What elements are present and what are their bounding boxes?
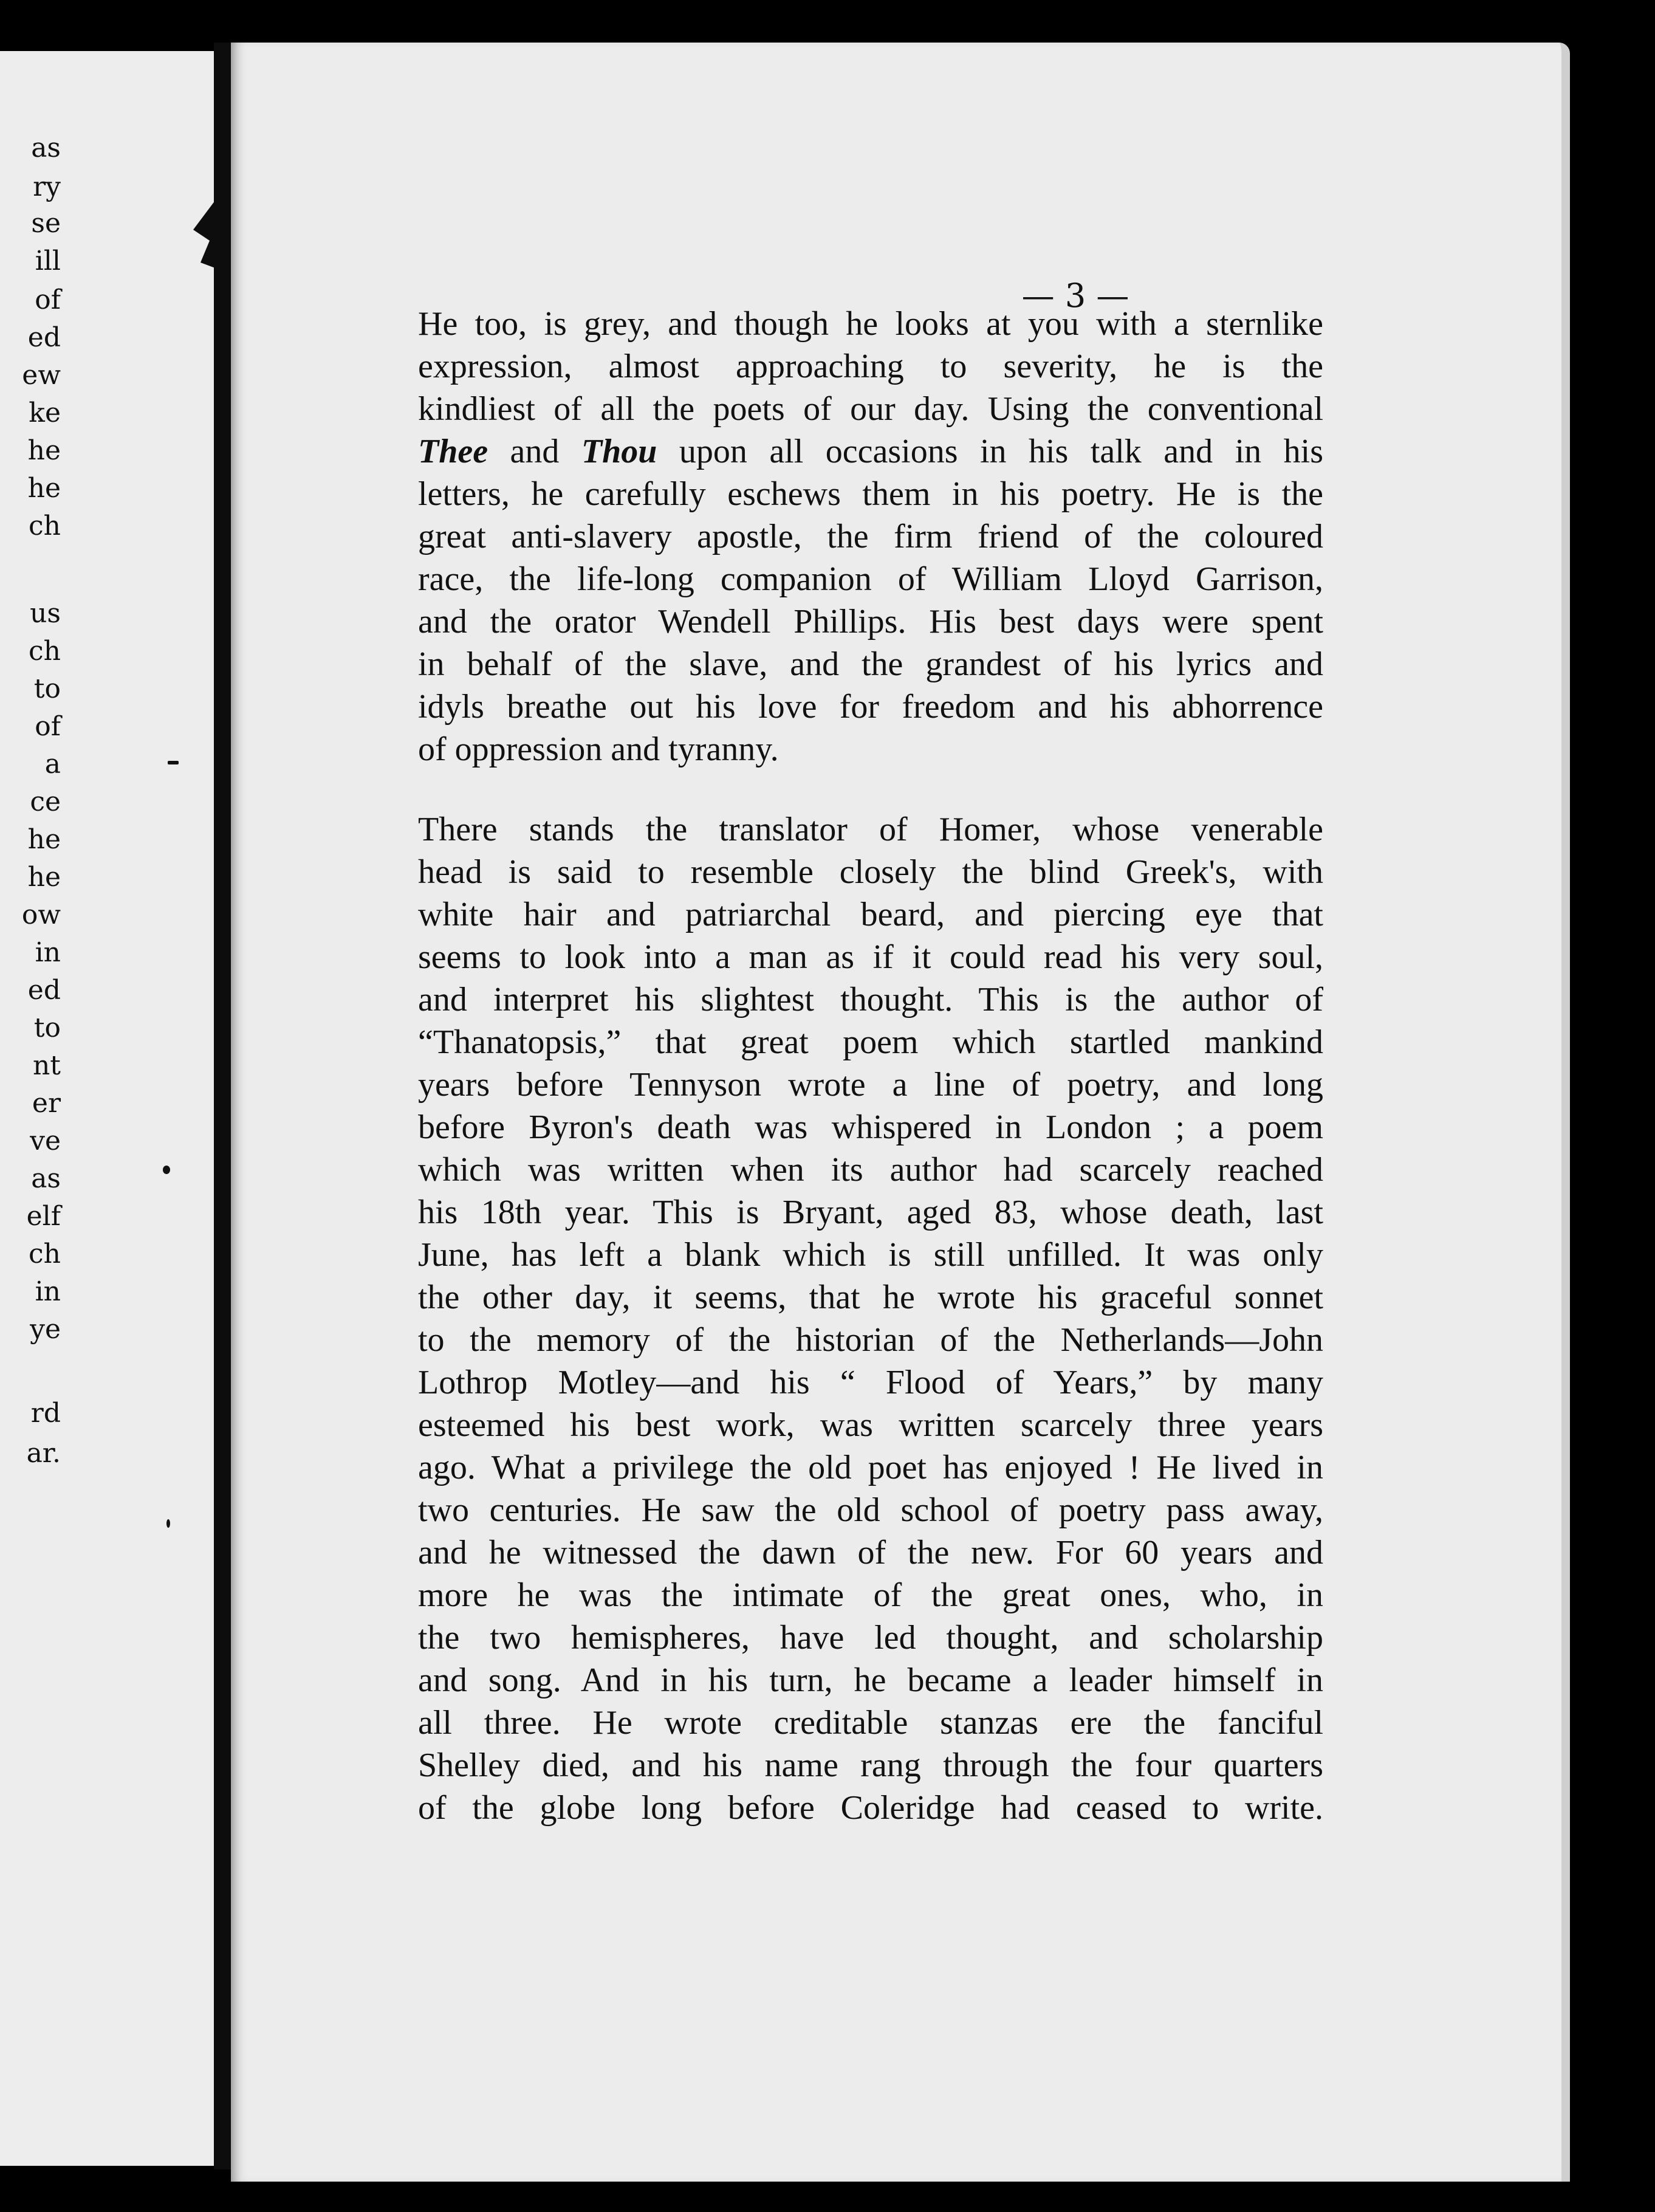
text-line: in behalf of the slave, and the grandest of his lyrics and [418,645,1323,683]
text-line: Shelley died, and his name rang through the four quarters [418,1747,1323,1784]
previous-page-fragment: ch [29,636,61,667]
previous-page-fragment: he [27,862,61,893]
previous-page-fragment: in [35,937,61,968]
previous-page-fragment: ke [29,397,61,428]
previous-page-fragment: ed [27,322,61,353]
previous-page-fragment: us [30,598,61,629]
italic-word: Thee [418,433,488,470]
previous-page-fragment: of [35,711,61,742]
text-line: idyls breathe out his love for freedom and his abhorrence [418,688,1323,726]
previous-page-fragment: ew [22,360,61,391]
text-line: two centuries. He saw the old school of poetry pass away, [418,1491,1323,1529]
text-line: seems to look into a man as if it could read his very soul, [418,938,1323,976]
previous-page-fragment: ce [30,786,61,817]
previous-page-fragment: ar. [26,1438,61,1469]
text-line: of oppression and tyranny. [418,730,779,768]
previous-page-line-endings [0,51,231,2166]
text-line: which was written when its author had scarcely reached [418,1151,1323,1189]
text-line: all three. He wrote creditable stanzas ere the fanciful [418,1704,1323,1742]
text-line: “Thanatopsis,” that great poem which startled mankind [418,1023,1323,1061]
previous-page-fragment: ch [29,1238,61,1269]
previous-page-fragment: as [31,1163,61,1194]
book-gutter [214,43,231,2169]
text-line: great anti-slavery apostle, the firm friend of the coloured [418,518,1323,555]
text-line: head is said to resemble closely the blind Greek's, with [418,853,1323,891]
text-line: before Byron's death was whispered in London ; a poem [418,1108,1323,1146]
previous-page-fragment: he [27,435,61,466]
previous-page-fragment: se [31,208,61,239]
ink-speck [166,1519,170,1528]
previous-page-fragment: to [33,1012,61,1043]
text-line: He too, is grey, and though he looks at you with a sternlike [418,305,1323,343]
previous-page-fragment: rd [30,1398,61,1429]
text-line: kindliest of all the poets of our day. Using the conventional [418,390,1323,428]
previous-page-fragment: he [27,824,61,855]
previous-page-fragment: in [35,1276,61,1307]
text-line: expression, almost approaching to severity, he is the [418,348,1323,385]
text-line: There stands the translator of Homer, whose venerable [418,811,1323,848]
text-line: to the memory of the historian of the Netherlands—John [418,1321,1323,1359]
previous-page-fragment: ill [35,246,61,276]
previous-page-fragment: ow [21,899,61,930]
text-line: and he witnessed the dawn of the new. For 60 years and [418,1534,1323,1571]
italic-word: Thou [581,433,657,470]
previous-page-fragment: of [35,284,61,315]
text-line: of the globe long before Coleridge had ceased to write. [418,1789,1323,1827]
previous-page-fragment: nt [32,1050,61,1081]
previous-page-fragment: ve [30,1125,61,1156]
previous-page-fragment: ed [27,975,61,1006]
previous-page-edge [0,51,231,2166]
previous-page-fragment: er [32,1088,61,1119]
previous-page-fragment: elf [26,1201,61,1232]
page-body [418,303,1323,1829]
ink-speck [168,761,179,764]
text-line: letters, he carefully eschews them in his poetry. He is the [418,475,1323,513]
text-line: and interpret his slightest thought. This is the author of [418,981,1323,1018]
text-line: Thee and Thou upon all occasions in his talk and in his [418,433,1323,470]
text-line: Lothrop Motley—and his “ Flood of Years,” by many [418,1364,1323,1401]
page-number: — 3 — [1021,276,1129,315]
text-line: white hair and patriarchal beard, and piercing eye that [418,896,1323,933]
text-line: and the orator Wendell Phillips. His best days were spent [418,603,1323,641]
previous-page-fragment: to [33,673,61,704]
text-line: June, has left a blank which is still unfilled. It was only [418,1236,1323,1274]
previous-page-fragment: a [44,749,61,780]
text-line: esteemed his best work, was written scarcely three years [418,1406,1323,1444]
ink-speck [163,1166,170,1174]
previous-page-fragment: ch [29,510,61,541]
previous-page-fragment: ry [33,171,61,202]
text-line: race, the life-long companion of William Lloyd Garrison, [418,560,1323,598]
previous-page-fragment: as [31,132,61,163]
text-line: the other day, it seems, that he wrote his graceful sonnet [418,1279,1323,1316]
text-line: more he was the intimate of the great ones, who, in [418,1576,1323,1614]
previous-page-fragment: he [27,473,61,504]
paragraph-whittier [418,303,1323,771]
previous-page-fragment: ye [30,1314,61,1345]
text-line: the two hemispheres, have led thought, and scholarship [418,1619,1323,1657]
text-line: and song. And in his turn, he became a leader himself in [418,1661,1323,1699]
text-line: his 18th year. This is Bryant, aged 83, whose death, last [418,1194,1323,1231]
text-line: ago. What a privilege the old poet has enjoyed ! He lived in [418,1449,1323,1486]
paragraph-bryant [418,808,1323,1829]
text-line: years before Tennyson wrote a line of poetry, and long [418,1066,1323,1104]
